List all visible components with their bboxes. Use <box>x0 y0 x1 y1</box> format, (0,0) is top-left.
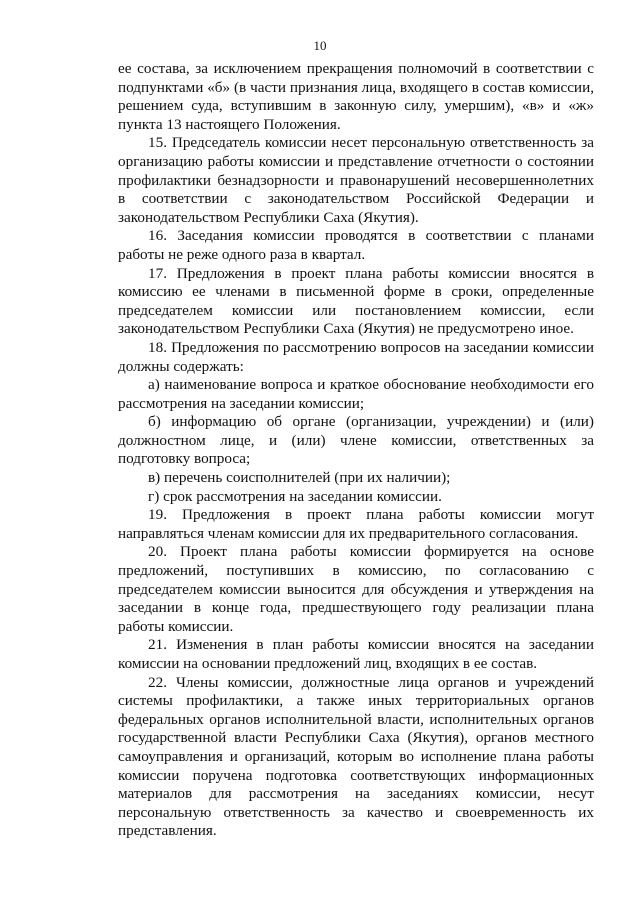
paragraph-17: 17. Предложения в проект плана работы комиссии вносятся в комиссию ее членами в письменной форме в сроки, определенные председателем комиссии или постановлением комиссии, если законодательством Республики Саха (Якутия) не предусмотрено иное. <box>118 264 594 338</box>
paragraph-16: 16. Заседания комиссии проводятся в соответствии с планами работы не реже одного раза в квартал. <box>118 227 594 263</box>
paragraph-continuation: ее состава, за исключением прекращения полномочий в соответствии с подпунктами «б» (в части признания лица, входящего в состав комиссии, решением суда, вступившим в законную силу, умершим), «в» и «ж» пункта 13 настоящего Положения. <box>118 60 594 133</box>
document-body <box>118 60 594 841</box>
page-number: 10 <box>313 38 327 53</box>
paragraph-18-d: г) срок рассмотрения на заседании комиссии. <box>148 487 442 505</box>
paragraph-22: 22. Члены комиссии, должностные лица органов и учреждений системы профилактики, а также иных территориальных органов федеральных органов исполнительной власти, исполнительных органов государственной власти Республики Саха (Якутия), органов местного самоуправления и организаций, которым во исполнение плана работы комиссии поручена подготовка соответствующих информационных материалов для рассмотрения на заседаниях комиссии, несут персональную ответственность за качество и своевременность их представления. <box>118 673 594 840</box>
paragraph-20: 20. Проект плана работы комиссии формируется на основе предложений, поступивших в комиссию, по согласованию с председателем комиссии выносится для обсуждения и утверждения на заседании в конце года, предшествующего году реализации плана работы комиссии. <box>118 543 594 635</box>
paragraph-18-c: в) перечень соисполнителей (при их наличии); <box>148 469 451 487</box>
paragraph-15: 15. Председатель комиссии несет персональную ответственность за организацию работы комиссии и представление отчетности о состоянии профилактики безнадзорности и правонарушений несовершеннолетних в соответствии с законодательством Российской Федерации и законодательством Республики Саха (Якутия). <box>118 134 594 226</box>
paragraph-18-b: б) информацию об органе (организации, учреждении) и (или) должностном лице, и (или) члене комиссии, ответственных за подготовку вопроса; <box>118 413 594 468</box>
paragraph-18: 18. Предложения по рассмотрению вопросов на заседании комиссии должны содержать: <box>118 338 594 375</box>
paragraph-19: 19. Предложения в проект плана работы комиссии могут направляться членам комиссии для их предварительного согласования. <box>118 506 594 542</box>
paragraph-18-a: а) наименование вопроса и краткое обоснование необходимости его рассмотрения на заседании комиссии; <box>118 376 594 412</box>
paragraph-21: 21. Изменения в план работы комиссии вносятся на заседании комиссии на основании предложений лиц, входящих в ее состав. <box>118 636 594 672</box>
